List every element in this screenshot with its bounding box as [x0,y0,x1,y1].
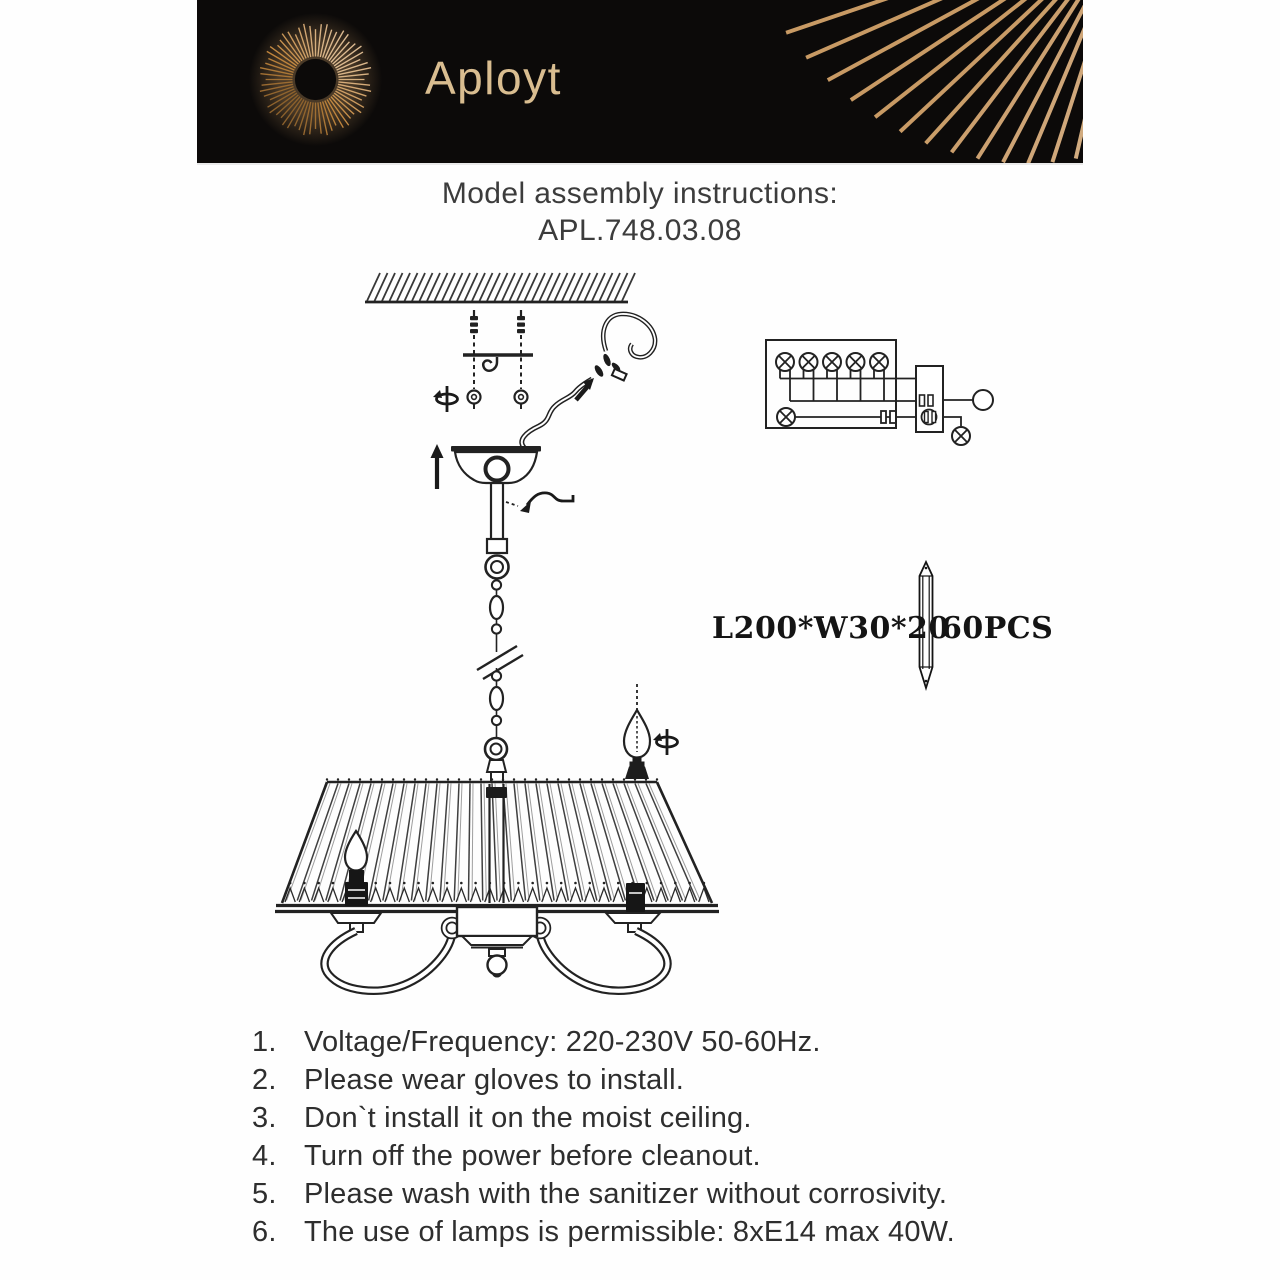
brand-banner [197,0,1083,163]
list-item-number: 3. [252,1102,277,1134]
canopy [451,446,573,553]
list-item-text: The use of lamps is permissible: 8xE14 max 40W. [304,1216,955,1248]
page-title: Model assembly instructions: [441,177,839,210]
candle-bulb [624,684,678,779]
pleated-shade [275,778,719,911]
rotate-icon [433,386,458,412]
left-candle-socket [331,831,381,932]
list-item-text: Voltage/Frequency: 220-230V 50-60Hz. [304,1026,821,1058]
title-block [0,175,1280,249]
rotate-icon [653,729,678,755]
brand-name: Aployt [425,52,562,104]
wiring-diagram [766,340,993,445]
central-body [457,907,537,977]
right-candle-socket [606,883,660,932]
power-cable [522,314,655,450]
list-item [252,1061,1072,1099]
list-item [252,1213,1072,1251]
list-item-text: Turn off the power before cleanout. [304,1140,761,1172]
list-item-number: 6. [252,1216,277,1248]
list-item [252,1099,1072,1137]
model-number: APL.748.03.08 [538,214,742,247]
ceiling-hook [483,357,497,371]
instruction-list [252,1023,1072,1251]
list-item-text: Please wear gloves to install. [304,1064,684,1096]
list-item-number: 4. [252,1140,277,1172]
up-arrow [431,444,444,489]
list-item-number: 1. [252,1026,277,1058]
list-item-number: 5. [252,1178,277,1210]
list-item-text: Don`t install it on the moist ceiling. [304,1102,752,1134]
mounting-screws [433,310,533,412]
corner-rays-decoration [197,0,1083,163]
crystal-size-label: L200*W30*20 [712,611,950,646]
hanging-chain [477,556,523,783]
list-item-number: 2. [252,1064,277,1096]
list-item [252,1175,1072,1213]
list-item [252,1137,1072,1175]
list-item [252,1023,1072,1061]
list-item-text: Please wash with the sanitizer without corrosivity. [304,1178,948,1210]
ceiling-hatch [365,273,635,302]
crystal-quantity-label: 60PCS [941,611,1054,646]
